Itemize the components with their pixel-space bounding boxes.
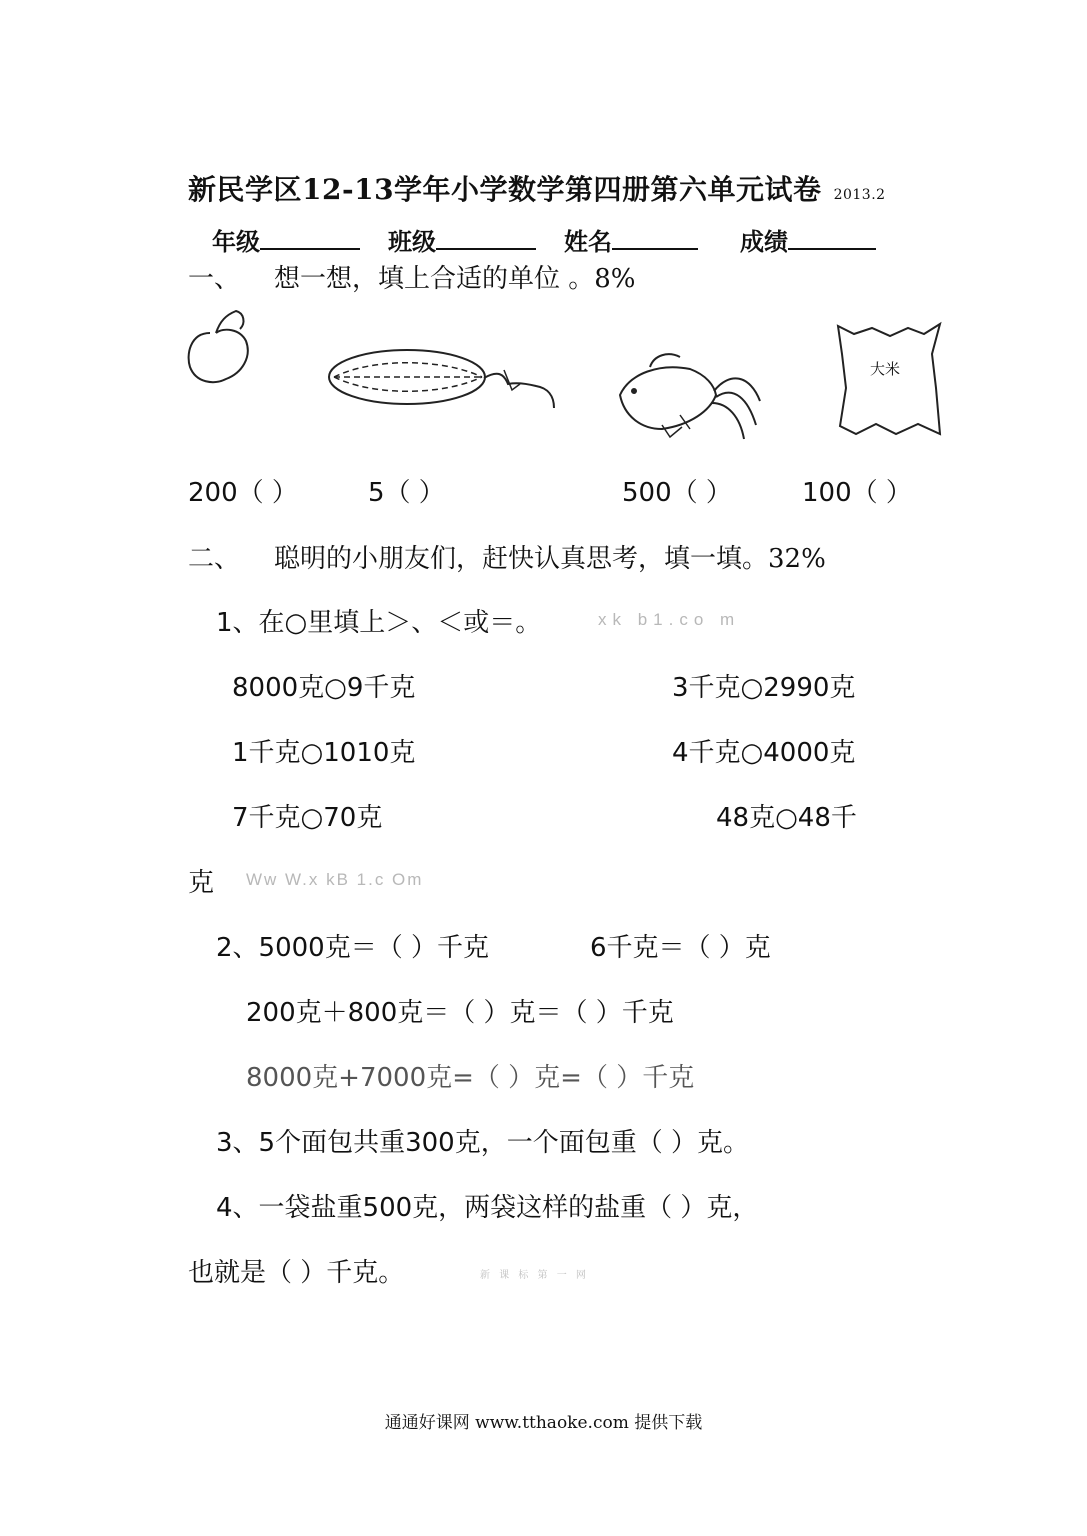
score-blank[interactable] <box>788 226 876 250</box>
rice-bag-icon <box>832 318 948 440</box>
name-label: 姓名 <box>564 227 612 256</box>
watermark-1: xk b1.co m <box>598 610 741 629</box>
answer-fish: 500（ ） <box>622 478 732 508</box>
section2-heading: 聪明的小朋友们，赶快认真思考，填一填。32% <box>274 544 826 574</box>
class-blank[interactable] <box>436 226 536 250</box>
q2-line1b: 6千克＝（ ）克 <box>590 933 771 963</box>
apple-icon <box>180 305 270 395</box>
q2-line2: 200克＋800克＝（ ）克＝（ ）千克 <box>246 998 674 1028</box>
compare-6: 48克○48千 <box>716 803 857 833</box>
score-label: 成绩 <box>740 227 788 256</box>
q3: 3、5个面包共重300克，一个面包重（ ）克。 <box>216 1128 749 1158</box>
title-date: 2013.2 <box>833 187 886 203</box>
section2-number: 二、 <box>188 544 241 574</box>
compare-5: 7千克○70克 <box>232 803 383 833</box>
compare-1: 8000克○9千克 <box>232 673 416 703</box>
q4-line1: 4、一袋盐重500克，两袋这样的盐重（ ）克， <box>216 1193 759 1223</box>
compare-4: 4千克○4000克 <box>672 738 856 768</box>
name-field <box>564 222 698 257</box>
section1-number: 一、 <box>188 264 241 294</box>
name-blank[interactable] <box>612 226 698 250</box>
answer-apple: 200（ ） <box>188 478 298 508</box>
class-label: 班级 <box>388 227 436 256</box>
section1-heading: 想一想，填上合适的单位 。8% <box>274 264 636 294</box>
compare-2: 3千克○2990克 <box>672 673 856 703</box>
footer-credit: 通通好课网 www.tthaoke.com 提供下载 <box>384 1413 703 1433</box>
rice-bag-label: 大米 <box>870 360 901 378</box>
answer-rice: 100（ ） <box>802 478 912 508</box>
grade-label: 年级 <box>212 227 260 256</box>
compare-3: 1千克○1010克 <box>232 738 416 768</box>
watermelon-icon <box>322 340 572 420</box>
q2-line3: 8000克+7000克=（ ）克=（ ）千克 <box>246 1063 695 1093</box>
answer-watermelon: 5（ ） <box>368 478 445 508</box>
page-title <box>188 168 886 208</box>
class-field <box>388 222 536 257</box>
fish-icon <box>610 345 770 445</box>
score-field <box>740 222 876 257</box>
q2-line1a: 2、5000克＝（ ）千克 <box>216 933 489 963</box>
grade-field <box>212 222 360 257</box>
compare-6-wrap: 克 <box>188 868 215 898</box>
watermark-2: Ww W.x kB 1.c Om <box>246 870 424 889</box>
watermark-3: 新 课 标 第 一 网 <box>480 1270 589 1281</box>
title-text: 新民学区12-13学年小学数学第四册第六单元试卷 <box>188 173 822 206</box>
q1-prompt: 1、在○里填上＞、＜或＝。 <box>216 608 542 638</box>
grade-blank[interactable] <box>260 226 360 250</box>
q4-line2: 也就是（ ）千克。 <box>188 1258 405 1288</box>
